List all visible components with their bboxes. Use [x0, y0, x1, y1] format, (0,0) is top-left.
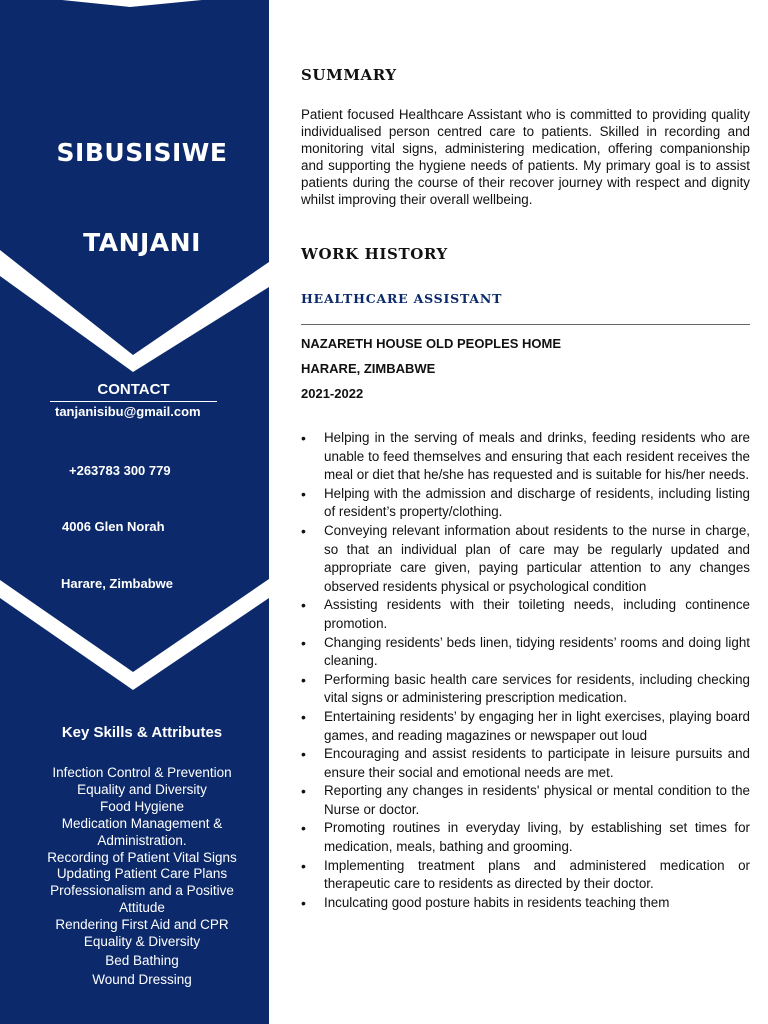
first-name: SIBUSISIWE	[56, 138, 228, 167]
skill-item: Updating Patient Care Plans	[56, 866, 228, 882]
employment-dates: 2021-2022	[301, 386, 364, 401]
sidebar	[0, 0, 269, 1024]
email-link[interactable]: tanjanisibu@gmail.com	[55, 404, 201, 419]
duty-item: • Entertaining residents’ by engaging her in light exercises, playing board games, and reading magazines or newspaper out loud	[301, 708, 750, 745]
skill-item: Equality & Diversity	[83, 934, 201, 950]
duty-item: • Assisting residents with their toileting needs, including continence promotion.	[301, 596, 750, 633]
summary-heading: SUMMARY	[301, 66, 397, 84]
employer-location: HARARE, ZIMBABWE	[301, 361, 436, 376]
top-notch-shape	[62, 0, 202, 7]
phone-number: +263783 300 779	[69, 463, 171, 478]
skill-item: Infection Control & Prevention	[52, 765, 232, 780]
skill-item: Attitude	[119, 900, 165, 916]
section-divider	[301, 324, 750, 325]
duty-item: • Helping in the serving of meals and drinks, feeding residents who are unable to feed themselves and ensuring that each resident receives the meal or diet that he/she has requested and is suitable for his/her needs.	[301, 429, 750, 485]
duty-item: • Performing basic health care services for residents, including checking vital signs or administering prescription medication.	[301, 671, 750, 708]
skill-item: Recording of Patient Vital Signs	[47, 849, 237, 865]
address-line-1: 4006 Glen Norah	[62, 519, 165, 534]
duty-item: • Reporting any changes in residents' physical or mental condition to the Nurse or doctor.	[301, 782, 750, 819]
skill-item: Wound Dressing	[92, 971, 192, 987]
duty-item: • Implementing treatment plans and administered medication or therapeutic care to residents as directed by their doctor.	[301, 857, 750, 894]
skill-item: Rendering First Aid and CPR	[55, 917, 229, 933]
work-history-heading: WORK HISTORY	[301, 245, 448, 263]
last-name: TANJANI	[83, 228, 201, 257]
duty-item: • Promoting routines in everyday living, by establishing set times for medication, meals, bathing and grooming.	[301, 819, 750, 856]
upper-chevron-shape	[0, 250, 269, 372]
contact-divider	[50, 401, 217, 402]
duty-item: • Helping with the admission and discharge of residents, including listing of resident’s property/clothing.	[301, 485, 750, 522]
skill-item: Administration.	[97, 832, 187, 848]
lower-chevron-shape	[0, 579, 269, 690]
summary-text: Patient focused Healthcare Assistant who is committed to providing quality individualised person centred care to patients. Skilled in recording and monitoring vital signs, administering medication, offering companionship and supporting the hygiene needs of patients. My primary goal is to assist patients during the course of their recover journey with respect and dignity whilst improving their overall wellbeing.	[301, 107, 750, 208]
skill-item: Professionalism and a Positive	[50, 883, 234, 899]
skill-item: Bed Bathing	[105, 952, 179, 968]
address-line-2: Harare, Zimbabwe	[61, 576, 173, 591]
skill-item: Equality and Diversity	[77, 781, 207, 797]
skills-heading: Key Skills & Attributes	[61, 724, 223, 741]
duty-item: • Inculcating good posture habits in residents teaching them	[301, 894, 750, 913]
employer-name: NAZARETH HOUSE OLD PEOPLES HOME	[301, 336, 562, 351]
contact-heading: CONTACT	[97, 381, 170, 398]
skill-item: Food Hygiene	[99, 798, 185, 814]
duty-item: • Encouraging and assist residents to participate in leisure pursuits and ensure their social and emotional needs are met.	[301, 745, 750, 782]
duties-list	[301, 429, 750, 912]
duty-item: • Changing residents’ beds linen, tidying residents’ rooms and doing light cleaning.	[301, 634, 750, 671]
skill-item: Medication Management &	[61, 815, 223, 831]
skills-list	[14, 765, 269, 989]
duty-item: • Conveying relevant information about residents to the nurse in charge, so that an individual plan of care may be regularly updated and appropriate care given, paying particular attention to any changes observed residents physical or psychological condition	[301, 522, 750, 596]
job-title: HEALTHCARE ASSISTANT	[301, 291, 503, 306]
